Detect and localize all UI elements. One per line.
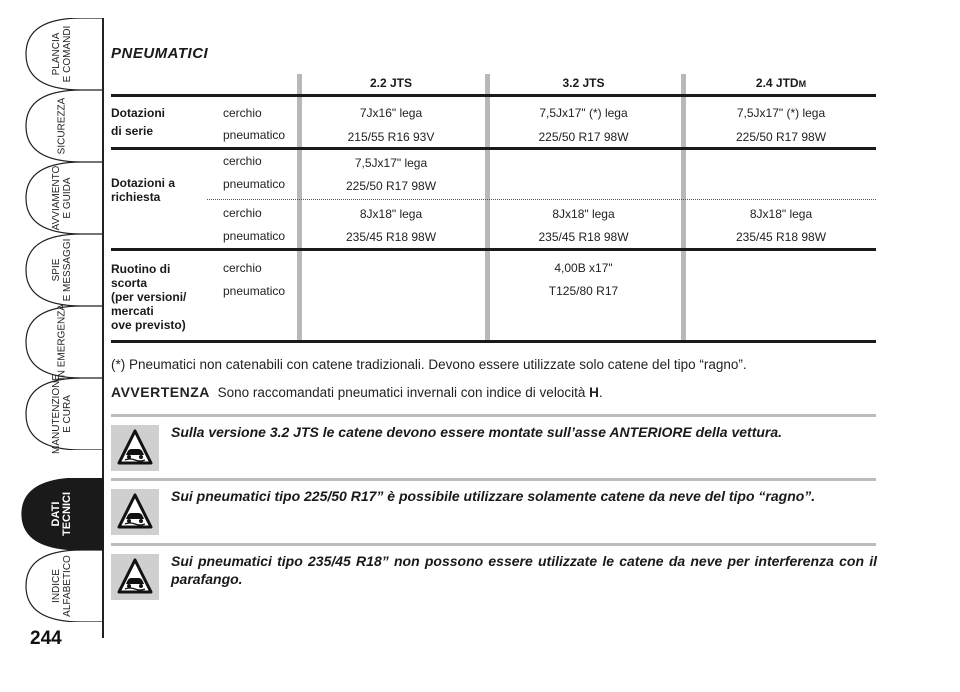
cell-cerchio: 8Jx18" lega — [359, 207, 423, 221]
caution-box — [111, 546, 876, 602]
column-header-2-2-jts: 2.2 JTS — [369, 76, 413, 90]
page-title: PNEUMATICI — [111, 45, 209, 62]
table-rule — [111, 147, 876, 150]
cell-cerchio: 8Jx18" lega — [749, 207, 813, 221]
cell-cerchio: 4,00B x17" — [554, 261, 613, 275]
tab-label: IN EMERGENZA — [56, 303, 68, 381]
avvertenza — [111, 384, 603, 400]
caution-text: Sulla versione 3.2 JTS le catene devono essere montate sull’asse ANTERIORE della vettura. — [171, 424, 783, 440]
table-rule — [111, 340, 876, 343]
chapter-tabs — [20, 18, 104, 618]
table-rule — [111, 94, 876, 97]
cell-cerchio: 8Jx18" lega — [552, 207, 615, 221]
avvertenza-keyword: AVVERTENZA — [111, 384, 210, 400]
footnote: (*) Pneumatici non catenabili con catene tradizionali. Devono essere utilizzate solo catene del tipo “ragno”. — [111, 357, 747, 372]
tab-label: MANUTENZIONE E CURA — [51, 374, 73, 454]
tab-dati-tecnici[interactable] — [20, 478, 104, 550]
avvertenza-text: Sono raccomandati pneumatici invernali con indice di velocità — [217, 385, 586, 400]
row-header-dotazioni-richiesta: Dotazioni a richiesta — [111, 176, 176, 204]
tab-label: AVVIAMENTO E GUIDA — [51, 165, 73, 231]
tab-plancia-e-comandi[interactable] — [20, 18, 104, 90]
cell-cerchio: 7,5Jx17" lega — [354, 156, 428, 170]
row-header-dotazioni-serie: Dotazioni di serie — [111, 106, 165, 138]
label-pneumatico: pneumatico — [223, 128, 286, 142]
tab-avviamento-e-guida[interactable] — [20, 162, 104, 234]
cell-pneumatico: 225/50 R17 98W — [735, 130, 827, 144]
cell-cerchio: 7,5Jx17" (*) lega — [736, 106, 826, 120]
cell-cerchio: 7Jx16" lega — [359, 106, 423, 120]
label-cerchio: cerchio — [223, 206, 262, 220]
label-pneumatico: pneumatico — [223, 177, 286, 191]
caution-text: Sui pneumatici tipo 235/45 R18” non possono essere utilizzate le catene da neve per interferenza con il parafango. — [171, 553, 877, 587]
cell-pneumatico: 225/50 R17 98W — [538, 130, 629, 144]
caution-box — [111, 417, 876, 473]
table-rule — [111, 248, 876, 251]
cell-pneumatico: 235/45 R18 98W — [345, 230, 437, 244]
label-cerchio: cerchio — [223, 261, 262, 275]
cell-pneumatico: 235/45 R18 98W — [538, 230, 629, 244]
tab-label: SICUREZZA — [56, 97, 68, 155]
table-dotted-rule — [207, 199, 876, 200]
column-header-2-4-jtdm: 2.4 JTDM — [755, 76, 807, 90]
car-slipping-warning-icon — [111, 489, 159, 535]
tab-label: PLANCIA E COMANDI — [51, 25, 73, 83]
tab-in-emergenza[interactable] — [20, 303, 104, 381]
tab-label: INDICE ALFABETICO — [51, 555, 73, 617]
column-header-3-2-jts: 3.2 JTS — [562, 76, 605, 90]
label-cerchio: cerchio — [223, 106, 262, 120]
label-pneumatico: pneumatico — [223, 284, 286, 298]
tab-sicurezza[interactable] — [20, 90, 104, 162]
cell-pneumatico: 235/45 R18 98W — [735, 230, 827, 244]
label-pneumatico: pneumatico — [223, 229, 286, 243]
tab-spie-e-messaggi[interactable] — [20, 234, 104, 306]
page-number: 244 — [30, 628, 62, 649]
avvertenza-end: . — [598, 385, 603, 400]
car-slipping-warning-icon — [111, 554, 159, 600]
label-cerchio: cerchio — [223, 154, 262, 168]
caution-text: Sui pneumatici tipo 225/50 R17” è possibile utilizzare solamente catene da neve del tipo “ragno”. — [171, 488, 816, 504]
tab-label: DATI TECNICI — [50, 492, 73, 536]
tyre-table — [111, 70, 876, 342]
row-header-ruotino: Ruotino di scorta (per versioni/ mercati ove previsto) — [111, 262, 187, 332]
tab-label: SPIE E MESSAGGI — [51, 238, 73, 302]
cell-cerchio: 7,5Jx17" (*) lega — [539, 106, 628, 120]
column-divider — [485, 74, 490, 342]
cell-pneumatico: 225/50 R17 98W — [345, 179, 437, 193]
avvertenza-index: H — [589, 385, 599, 400]
car-slipping-warning-icon — [111, 425, 159, 471]
cell-pneumatico: T125/80 R17 — [548, 284, 619, 298]
tab-indice-alfabetico[interactable] — [20, 550, 104, 622]
caution-box — [111, 481, 876, 537]
tab-manutenzione-e-cura[interactable] — [20, 374, 104, 454]
cell-pneumatico: 215/55 R16 93V — [347, 130, 435, 144]
